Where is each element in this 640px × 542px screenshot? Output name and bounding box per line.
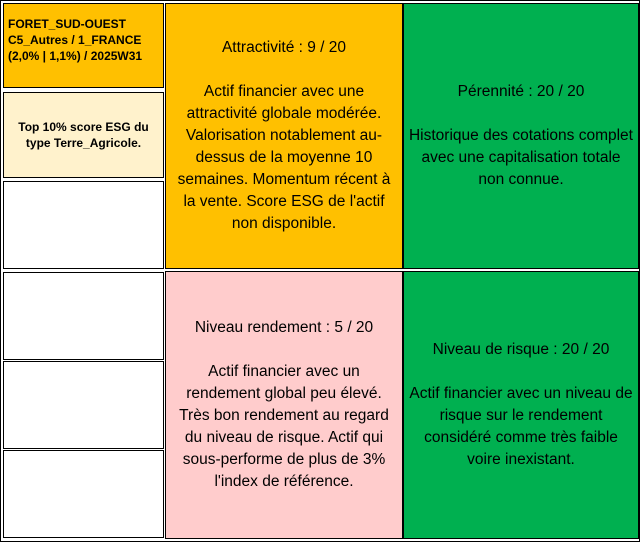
empty-cell <box>3 450 164 538</box>
fund-stats: (2,0% | 1,1%) / 2025W31 <box>8 49 143 63</box>
perennite-title: Pérennité : 20 / 20 <box>457 83 585 100</box>
perennite-card <box>403 3 639 269</box>
attractivite-title: Attractivité : 9 / 20 <box>221 39 347 56</box>
risque-text: Actif financier avec un niveau de risque sur le rendement considéré comme très faible voire inexistant. <box>409 385 633 468</box>
empty-cell <box>3 272 164 360</box>
risque-title: Niveau de risque : 20 / 20 <box>432 341 610 358</box>
fund-header-cell <box>3 3 164 88</box>
rendement-card <box>165 271 403 539</box>
esg-note: Top 10% score ESG du type Terre_Agricole. <box>18 120 149 150</box>
fund-name: FORET_SUD-OUEST <box>8 17 127 31</box>
risque-card <box>403 271 639 539</box>
perennite-text: Historique des cotations complet avec une capitalisation totale non connue. <box>408 127 633 188</box>
empty-cell <box>3 361 164 449</box>
fund-category: C5_Autres / 1_FRANCE <box>8 33 142 47</box>
attractivite-text: Actif financier avec une attractivité globale modérée. Valorisation notablement au-dessus de la moyenne 10 semaines. Momentum récent à la vente. Score ESG de l'actif non disponible. <box>177 83 391 232</box>
attractivite-card <box>165 3 403 269</box>
esg-note-cell <box>3 92 164 178</box>
rendement-text: Actif financier avec un rendement global peu élevé. Très bon rendement au regard du niveau de risque. Actif qui sous-performe de plus de 3% l'index de référence. <box>179 363 389 490</box>
rendement-title: Niveau rendement : 5 / 20 <box>194 319 374 336</box>
empty-cell <box>3 181 164 269</box>
